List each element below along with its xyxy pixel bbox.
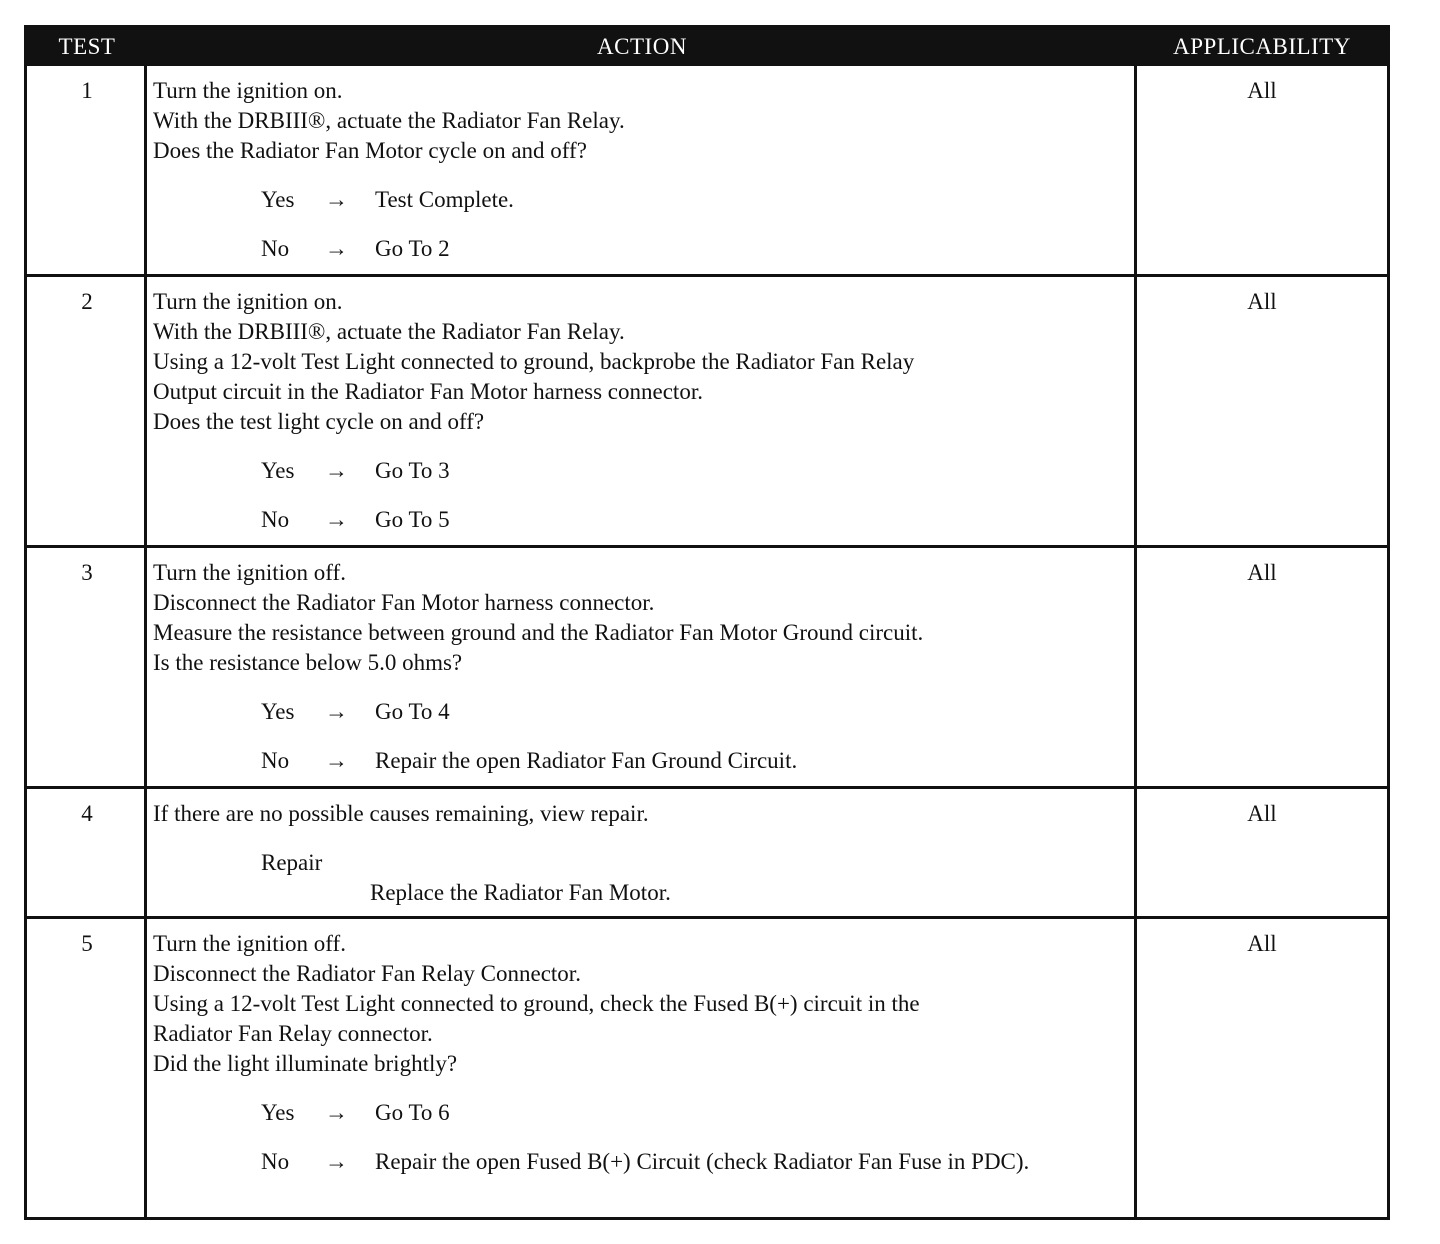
arrow-right-icon: → <box>325 699 348 724</box>
yes-result <box>153 697 1129 746</box>
yes-result-text: Go To 4 <box>375 699 450 724</box>
action-cell <box>153 76 1129 283</box>
yes-label: Yes <box>261 1100 295 1125</box>
no-label: No <box>261 507 290 532</box>
diagnostic-test-table <box>24 25 1390 1220</box>
applicability-value: All <box>1247 289 1277 314</box>
repair-text: Replace the Radiator Fan Motor. <box>370 880 671 905</box>
action-line: Radiator Fan Relay connector. <box>153 1021 433 1046</box>
action-cell <box>153 558 1129 795</box>
yes-result <box>153 456 1129 505</box>
action-line: Does the test light cycle on and off? <box>153 409 485 434</box>
no-label: No <box>261 1149 290 1174</box>
action-line: Measure the resistance between ground and the Radiator Fan Motor Ground circuit. <box>153 620 924 645</box>
yes-label: Yes <box>261 458 295 483</box>
table-row-test-5 <box>27 919 1387 1217</box>
applicability-value: All <box>1247 78 1277 103</box>
action-line: Turn the ignition off. <box>153 931 346 956</box>
no-result <box>153 505 1129 554</box>
action-line: With the DRBIII®, actuate the Radiator Fan Relay. <box>153 319 625 344</box>
table-header <box>27 28 1387 66</box>
action-line: Using a 12-volt Test Light connected to ground, check the Fused B(+) circuit in the <box>153 991 920 1016</box>
arrow-right-icon: → <box>325 458 348 483</box>
action-line: With the DRBIII®, actuate the Radiator Fan Relay. <box>153 108 625 133</box>
yes-result-text: Go To 3 <box>375 458 450 483</box>
applicability-value: All <box>1247 560 1277 585</box>
header-test: TEST <box>58 34 116 59</box>
test-number: 4 <box>81 801 93 826</box>
test-number: 1 <box>81 78 93 103</box>
action-line: Does the Radiator Fan Motor cycle on and off? <box>153 138 587 163</box>
yes-result <box>153 185 1129 234</box>
no-result <box>153 1147 1129 1196</box>
arrow-right-icon: → <box>325 1100 348 1125</box>
arrow-right-icon: → <box>325 187 348 212</box>
arrow-right-icon: → <box>325 507 348 532</box>
table-row-test-3 <box>27 548 1387 786</box>
action-line: Is the resistance below 5.0 ohms? <box>153 650 463 675</box>
test-number: 5 <box>81 931 93 956</box>
action-line: Using a 12-volt Test Light connected to ground, backprobe the Radiator Fan Relay <box>153 349 915 374</box>
no-label: No <box>261 236 290 261</box>
test-number: 2 <box>81 289 93 314</box>
yes-label: Yes <box>261 187 295 212</box>
action-line: Did the light illuminate brightly? <box>153 1051 458 1076</box>
no-result <box>153 234 1129 283</box>
action-line: Output circuit in the Radiator Fan Motor harness connector. <box>153 379 703 404</box>
action-line: If there are no possible causes remaining, view repair. <box>153 801 649 826</box>
yes-result <box>153 1098 1129 1147</box>
action-line: Disconnect the Radiator Fan Relay Connector. <box>153 961 581 986</box>
action-cell <box>153 929 1129 1196</box>
action-line: Turn the ignition off. <box>153 560 346 585</box>
arrow-right-icon: → <box>325 236 348 261</box>
table-row-test-2 <box>27 277 1387 545</box>
no-label: No <box>261 748 290 773</box>
no-result-text: Go To 5 <box>375 507 450 532</box>
header-applicability: APPLICABILITY <box>1173 34 1351 59</box>
repair-label: Repair <box>261 850 323 875</box>
yes-label: Yes <box>261 699 295 724</box>
applicability-value: All <box>1247 931 1277 956</box>
yes-result-text: Go To 6 <box>375 1100 450 1125</box>
table-row-test-1 <box>27 66 1387 274</box>
test-number: 3 <box>81 560 93 585</box>
no-result-text: Go To 2 <box>375 236 450 261</box>
action-line: Disconnect the Radiator Fan Motor harness connector. <box>153 590 655 615</box>
header-action: ACTION <box>597 34 687 59</box>
arrow-right-icon: → <box>325 748 348 773</box>
table-row-test-4 <box>27 789 1387 916</box>
arrow-right-icon: → <box>325 1149 348 1174</box>
no-result-text: Repair the open Fused B(+) Circuit (check Radiator Fan Fuse in PDC). <box>375 1149 1030 1174</box>
action-line: Turn the ignition on. <box>153 78 343 103</box>
action-cell <box>153 287 1129 554</box>
no-result <box>153 746 1129 795</box>
no-result-text: Repair the open Radiator Fan Ground Circuit. <box>375 748 798 773</box>
action-line: Turn the ignition on. <box>153 289 343 314</box>
applicability-value: All <box>1247 801 1277 826</box>
yes-result-text: Test Complete. <box>375 187 514 212</box>
action-cell <box>153 799 1129 908</box>
